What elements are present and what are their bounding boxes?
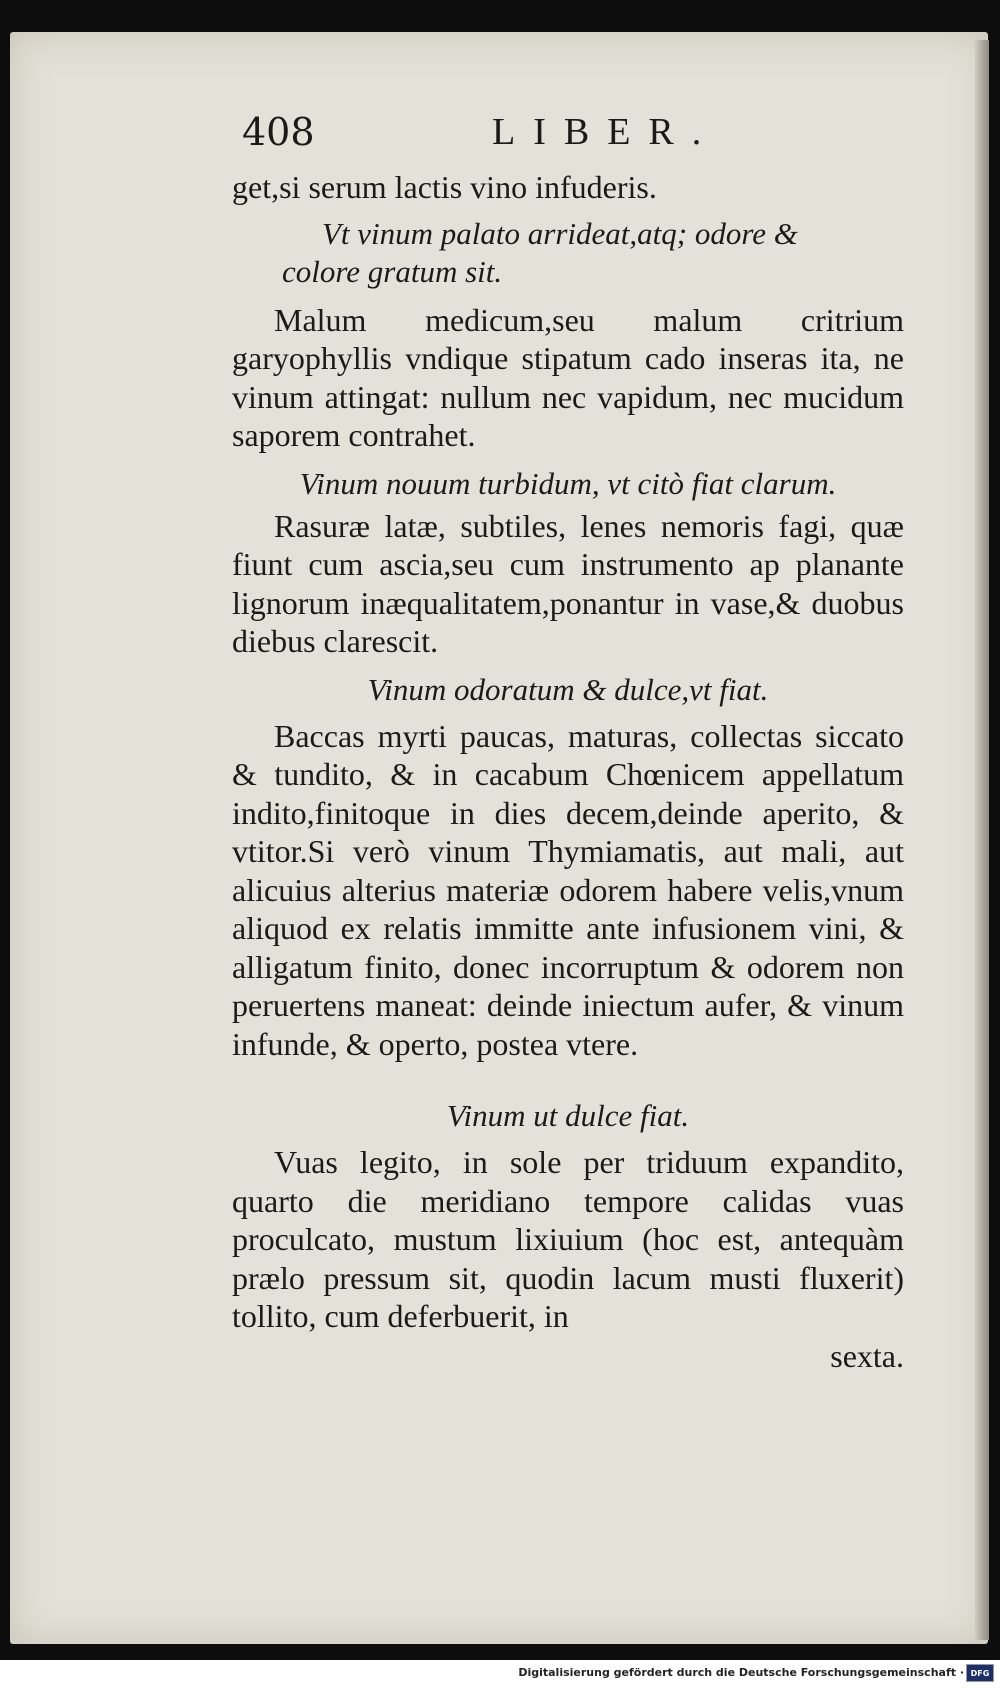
continuation-text: get,si serum lactis vino infuderis.: [232, 169, 657, 205]
page-number: 408: [242, 110, 315, 154]
running-title: LIBER.: [492, 111, 720, 153]
running-head: [232, 110, 904, 168]
section-heading: Vinum nouum turbidum, vt citò fiat clarum.: [299, 465, 837, 501]
funding-credit: Digitalisierung gefördert durch die Deutsche Forschungsgemeinschaft ·: [518, 1666, 964, 1679]
catchword: sexta.: [830, 1337, 904, 1374]
section-body: Baccas myrti paucas, maturas, collectas siccato & tundito, & in cacabum Chœnicem appellatum indito,finitoque in dies decem,deinde aperito, & vtitor.Si verò vinum Thymiamatis, aut mali, aut alicuius alterius materiæ odorem habere velis,vnum aliquod ex relatis immitte ante infusionem vini, & alligatum finito, donec incorruptum & odorem non peruertens maneat: deinde iniectum aufer, & vinum infunde, & operto, postea vtere.: [232, 717, 904, 1062]
section-body: Malum medicum,seu malum critrium garyophyllis vndique stipatum cado inseras ita, ne vinum attingat: nullum nec vapidum, nec mucidum saporem contrahet.: [232, 301, 904, 453]
section-heading: Vinum odoratum & dulce,vt fiat.: [367, 671, 769, 707]
dfg-logo: DFG: [966, 1664, 994, 1682]
text-block: [232, 110, 904, 1376]
section-heading: Vt vinum palato arrideat,atq; odore & colore gratum sit.: [282, 215, 798, 289]
section-body: Rasuræ latæ, subtiles, lenes nemoris fagi, quæ fiunt cum ascia,seu cum instrumento ap planante lignorum inæqualitatem,ponantur in vase,& duobus diebus clarescit.: [232, 507, 904, 659]
section-heading: Vinum ut dulce fiat.: [446, 1098, 690, 1133]
section-body: Vuas legito, in sole per triduum expandito, quarto die meridiano tempore calidas vuas proculcato, mustum lixiuium (hoc est, antequàm prælo pressum sit, quodin lacum musti fluxerit) tollito, cum deferbuerit, in: [232, 1144, 904, 1334]
footer-bar: [0, 1660, 1000, 1688]
page-edge: [975, 40, 989, 1640]
